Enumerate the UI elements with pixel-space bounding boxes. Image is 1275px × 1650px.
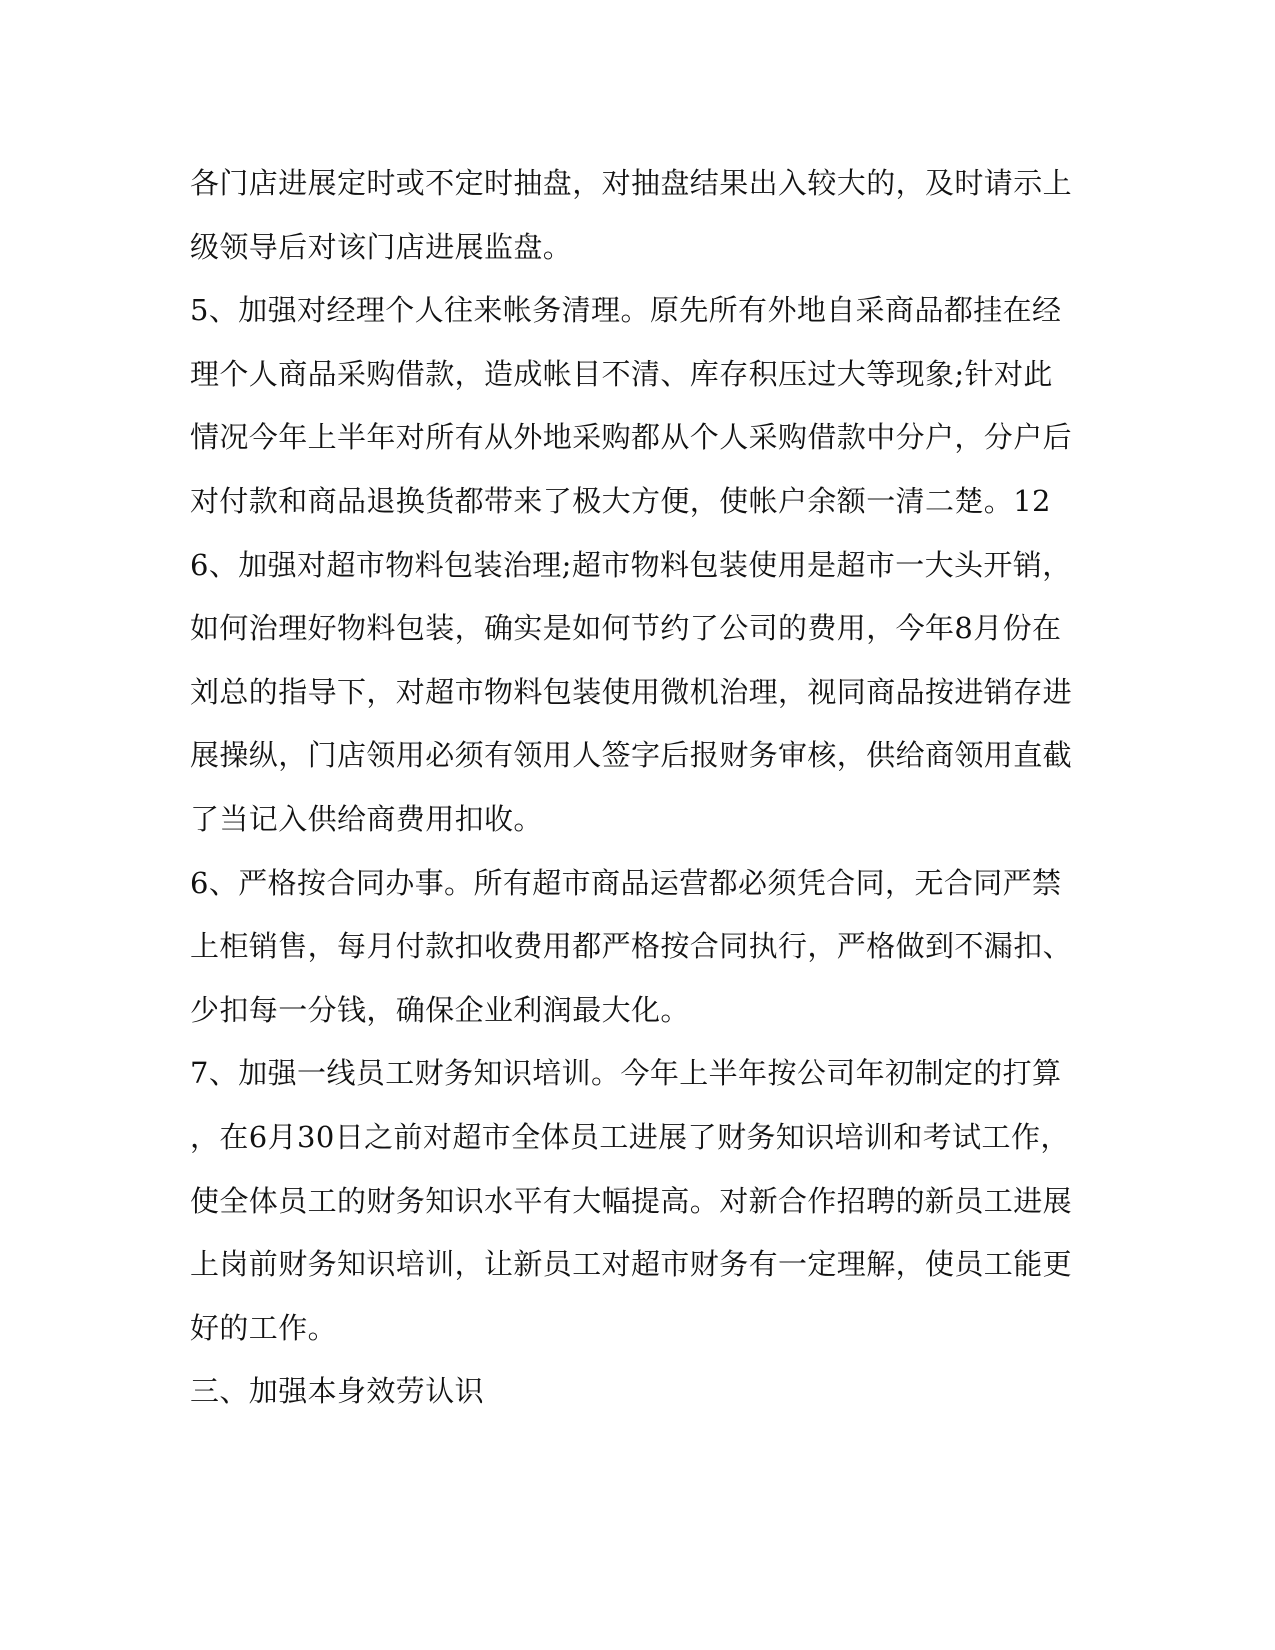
- text-line: 对付款和商品退换货都带来了极大方便，使帐户余额一清二楚。12: [190, 483, 1051, 518]
- text-line: 情况今年上半年对所有从外地采购都从个人采购借款中分户，分户后: [190, 420, 1073, 455]
- text-line: 少扣每一分钱，确保企业利润最大化。: [190, 992, 690, 1027]
- text-line: 使全体员工的财务知识水平有大幅提高。对新合作招聘的新员工进展: [190, 1183, 1073, 1218]
- text-line: 理个人商品采购借款，造成帐目不清、库存积压过大等现象;针对此: [190, 356, 1053, 391]
- text-line: 上岗前财务知识培训，让新员工对超市财务有一定理解，使员工能更: [190, 1247, 1073, 1282]
- text-line: 5、加强对经理个人往来帐务清理。原先所有外地自采商品都挂在经: [190, 293, 1062, 328]
- text-line: 各门店进展定时或不定时抽盘，对抽盘结果出入较大的，及时请示上: [190, 166, 1073, 200]
- section-heading: 三、加强本身效劳认识: [190, 1374, 485, 1409]
- text-line: 7、加强一线员工财务知识培训。今年上半年按公司年初制定的打算: [190, 1056, 1062, 1091]
- text-line: 好的工作。: [190, 1310, 338, 1345]
- text-line: 6、严格按合同办事。所有超市商品运营都必须凭合同，无合同严禁: [190, 865, 1062, 900]
- document-body: [190, 152, 1090, 1424]
- text-line: ，在6月30日之前对超市全体员工进展了财务知识培训和考试工作，: [190, 1119, 1070, 1154]
- text-line: 刘总的指导下，对超市物料包装使用微机治理，视同商品按进销存进: [190, 674, 1073, 709]
- text-line: 上柜销售，每月付款扣收费用都严格按合同执行，严格做到不漏扣、: [190, 929, 1073, 964]
- text-line: 6、加强对超市物料包装治理;超市物料包装使用是超市一大头开销，: [190, 547, 1072, 582]
- text-line: 如何治理好物料包装，确实是如何节约了公司的费用，今年8月份在: [190, 611, 1062, 646]
- text-line: 了当记入供给商费用扣收。: [190, 801, 543, 836]
- text-line: 展操纵，门店领用必须有领用人签字后报财务审核，供给商领用直截: [190, 738, 1073, 773]
- text-line: 级领导后对该门店进展监盘。: [190, 229, 573, 264]
